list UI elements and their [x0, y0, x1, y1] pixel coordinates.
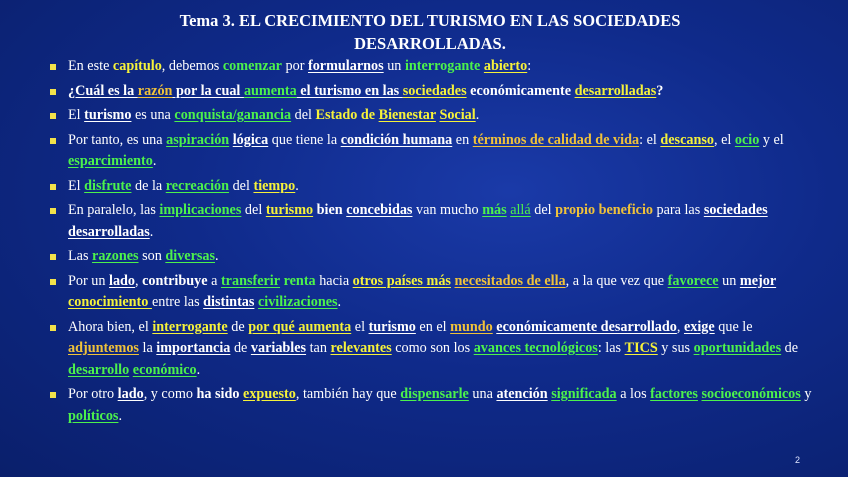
bullet-text-segment: contribuye: [142, 272, 208, 289]
bullet-text-segment: civilizaciones: [257, 294, 338, 310]
bullet-text-segment: TICS: [624, 340, 658, 356]
bullet-text-segment: lógica: [232, 131, 269, 148]
bullet-text-segment: otros países más: [352, 272, 451, 289]
bullet-text-segment: socioeconómicos: [701, 386, 801, 402]
bullet-text-segment: por la cual: [172, 82, 244, 99]
bullet-text-segment: ?: [656, 82, 664, 99]
bullet-text-segment: exige: [683, 318, 715, 335]
bullet-text-segment: abierto: [483, 58, 528, 74]
bullet-text-segment: un: [383, 58, 405, 74]
bullet-text-segment: y el: [759, 131, 784, 148]
bullet-text-segment: Social: [439, 107, 476, 123]
bullet-text-segment: adjuntemos: [68, 340, 139, 356]
bullet-item: [46, 246, 821, 268]
bullet-item: [46, 271, 821, 314]
bullet-item: [46, 200, 821, 243]
bullet-text-segment: Ahora bien, el: [68, 318, 153, 335]
bullet-text-segment: son: [138, 248, 166, 264]
bullet-text-segment: es una: [131, 107, 175, 123]
bullet-text-segment: transferir: [220, 272, 281, 289]
bullet-text-segment: conquista/ganancia: [174, 107, 292, 123]
bullet-list: [46, 56, 821, 430]
bullet-text-segment: y sus: [657, 340, 694, 356]
bullet-text-segment: variables: [250, 340, 307, 356]
bullet-text-segment: a los: [616, 386, 651, 402]
bullet-text-segment: económicamente desarrollado: [496, 318, 677, 335]
bullet-text-segment: :: [527, 58, 532, 74]
bullet-text-segment: para las: [652, 202, 704, 218]
bullet-item: [46, 176, 821, 198]
bullet-text-segment: ha sido: [196, 386, 240, 402]
bullet-text-segment: propio beneficio: [555, 202, 653, 218]
bullet-text-segment: recreación: [165, 177, 230, 194]
bullet-text-segment: que tiene la: [268, 131, 341, 148]
bullet-text-segment: mundo: [450, 318, 493, 335]
bullet-text-segment: interrogante: [404, 58, 481, 74]
bullet-text-segment: allá: [510, 202, 531, 218]
bullet-text-segment: turismo: [368, 318, 416, 335]
bullet-text-segment: : el: [639, 131, 661, 148]
bullet-text-segment: Las: [68, 248, 93, 264]
bullet-text-segment: .: [118, 407, 122, 424]
bullet-text-segment: esparcimiento: [68, 153, 153, 169]
bullet-text-segment: el turismo en las: [296, 82, 403, 99]
bullet-text-segment: factores: [650, 386, 698, 402]
bullet-text-segment: políticos: [68, 407, 119, 424]
bullet-text-segment: por qué aumenta: [248, 318, 352, 335]
bullet-text-segment: a: [207, 272, 221, 289]
bullet-text-segment: En este: [68, 58, 113, 74]
bullet-text-segment: de: [227, 318, 249, 335]
bullet-text-segment: capítulo: [112, 58, 162, 74]
bullet-text-segment: Por tanto, es una: [68, 131, 167, 148]
bullet-text-segment: El: [68, 177, 85, 194]
bullet-text-segment: razón: [137, 82, 173, 99]
bullet-text-segment: turismo: [265, 202, 314, 218]
bullet-text-segment: tan: [306, 340, 331, 356]
bullet-text-segment: .: [152, 153, 157, 169]
bullet-text-segment: comenzar: [222, 58, 282, 74]
bullet-text-segment: ,: [676, 318, 684, 335]
bullet-text-segment: Por un: [68, 272, 109, 289]
bullet-text-segment: avances tecnológicos: [473, 340, 598, 356]
bullet-text-segment: significada: [551, 386, 617, 402]
bullet-text-segment: descanso: [660, 131, 714, 148]
bullet-text-segment: favorece: [667, 272, 719, 289]
bullet-text-segment: interrogante: [152, 318, 228, 335]
bullet-text-segment: condición humana: [340, 131, 453, 148]
bullet-text-segment: sociedades desarrolladas: [68, 202, 768, 240]
bullet-text-segment: hacia: [315, 272, 353, 289]
bullet-text-segment: renta: [283, 272, 316, 289]
bullet-text-segment: la: [138, 340, 157, 356]
bullet-text-segment: y: [800, 386, 812, 402]
bullet-text-segment: de: [230, 340, 251, 356]
bullet-text-segment: del: [530, 202, 556, 218]
title-line-2: DESARROLLADAS.: [354, 34, 506, 53]
bullet-text-segment: en el: [415, 318, 451, 335]
slide-title: [40, 9, 820, 55]
bullet-text-segment: diversas: [165, 248, 216, 264]
bullet-text-segment: lado: [117, 386, 144, 402]
bullet-text-segment: necesitados de ella: [454, 272, 566, 289]
bullet-text-segment: .: [215, 248, 219, 264]
bullet-text-segment: mejor: [739, 272, 777, 289]
bullet-text-segment: distintas: [203, 294, 255, 310]
bullet-item: [46, 81, 821, 103]
bullet-item: [46, 105, 821, 127]
bullet-text-segment: concebidas: [346, 202, 413, 218]
bullet-text-segment: relevantes: [330, 340, 392, 356]
bullet-text-segment: , el: [713, 131, 735, 148]
bullet-text-segment: , debemos: [161, 58, 223, 74]
bullet-text-segment: desarrolladas: [574, 82, 657, 99]
bullet-text-segment: , y como: [143, 386, 197, 402]
bullet-text-segment: dispensarle: [400, 386, 469, 402]
bullet-text-segment: como son los: [391, 340, 474, 356]
bullet-text-segment: atención: [496, 386, 548, 402]
bullet-text-segment: ¿Cuál es la: [68, 82, 138, 99]
bullet-text-segment: van mucho: [412, 202, 483, 218]
bullet-text-segment: de la: [131, 177, 166, 194]
bullet-text-segment: .: [295, 177, 299, 194]
bullet-text-segment: Bienestar: [378, 107, 436, 123]
bullet-text-segment: el: [351, 318, 369, 335]
bullet-text-segment: : las: [597, 340, 625, 356]
bullet-text-segment: .: [149, 223, 154, 240]
bullet-text-segment: En paralelo, las: [68, 202, 160, 218]
bullet-text-segment: lado: [109, 272, 136, 289]
bullet-text-segment: El: [68, 107, 85, 123]
bullet-text-segment: implicaciones: [159, 202, 242, 218]
bullet-text-segment: , a la que vez que: [565, 272, 668, 289]
bullet-text-segment: razones: [92, 248, 139, 264]
bullet-text-segment: un: [718, 272, 740, 289]
bullet-text-segment: ocio: [734, 131, 760, 148]
bullet-text-segment: turismo: [84, 107, 132, 123]
bullet-text-segment: más: [482, 202, 507, 218]
bullet-text-segment: Por otro: [68, 386, 118, 402]
bullet-text-segment: ,: [135, 272, 143, 289]
bullet-text-segment: aumenta: [243, 82, 297, 99]
bullet-text-segment: económicamente: [466, 82, 575, 99]
bullet-text-segment: del: [241, 202, 266, 218]
bullet-text-segment: del: [291, 107, 316, 123]
bullet-text-segment: importancia: [156, 340, 231, 356]
bullet-item: [46, 317, 821, 382]
bullet-text-segment: por: [281, 58, 308, 74]
bullet-text-segment: .: [475, 107, 480, 123]
bullet-text-segment: Estado de: [315, 107, 379, 123]
bullet-item: [46, 130, 821, 173]
bullet-text-segment: disfrute: [84, 177, 132, 194]
title-line-1: Tema 3. EL CRECIMIENTO DEL TURISMO EN LAS SOCIEDADES: [179, 11, 681, 30]
page-number: 2: [794, 455, 800, 465]
bullet-text-segment: que le: [714, 318, 753, 335]
bullet-text-segment: conocimiento: [68, 294, 152, 310]
bullet-text-segment: formularnos: [307, 58, 384, 74]
bullet-text-segment: desarrollo: [68, 361, 130, 378]
bullet-text-segment: del: [229, 177, 254, 194]
bullet-text-segment: términos de calidad de vida: [472, 131, 640, 148]
bullet-text-segment: aspiración: [166, 131, 230, 148]
bullet-text-segment: oportunidades: [693, 340, 782, 356]
bullet-text-segment: económico: [132, 361, 197, 378]
bullet-text-segment: una: [468, 386, 497, 402]
bullet-item: [46, 56, 821, 78]
bullet-text-segment: bien: [316, 202, 343, 218]
bullet-text-segment: entre las: [151, 294, 204, 310]
bullet-text-segment: tiempo: [253, 177, 296, 194]
bullet-item: [46, 384, 821, 427]
bullet-text-segment: en: [452, 131, 473, 148]
bullet-text-segment: sociedades: [402, 82, 467, 99]
bullet-text-segment: , también hay que: [295, 386, 401, 402]
bullet-text-segment: .: [337, 294, 342, 310]
bullet-text-segment: de: [781, 340, 799, 356]
bullet-text-segment: .: [196, 361, 201, 378]
bullet-text-segment: expuesto: [243, 386, 296, 402]
